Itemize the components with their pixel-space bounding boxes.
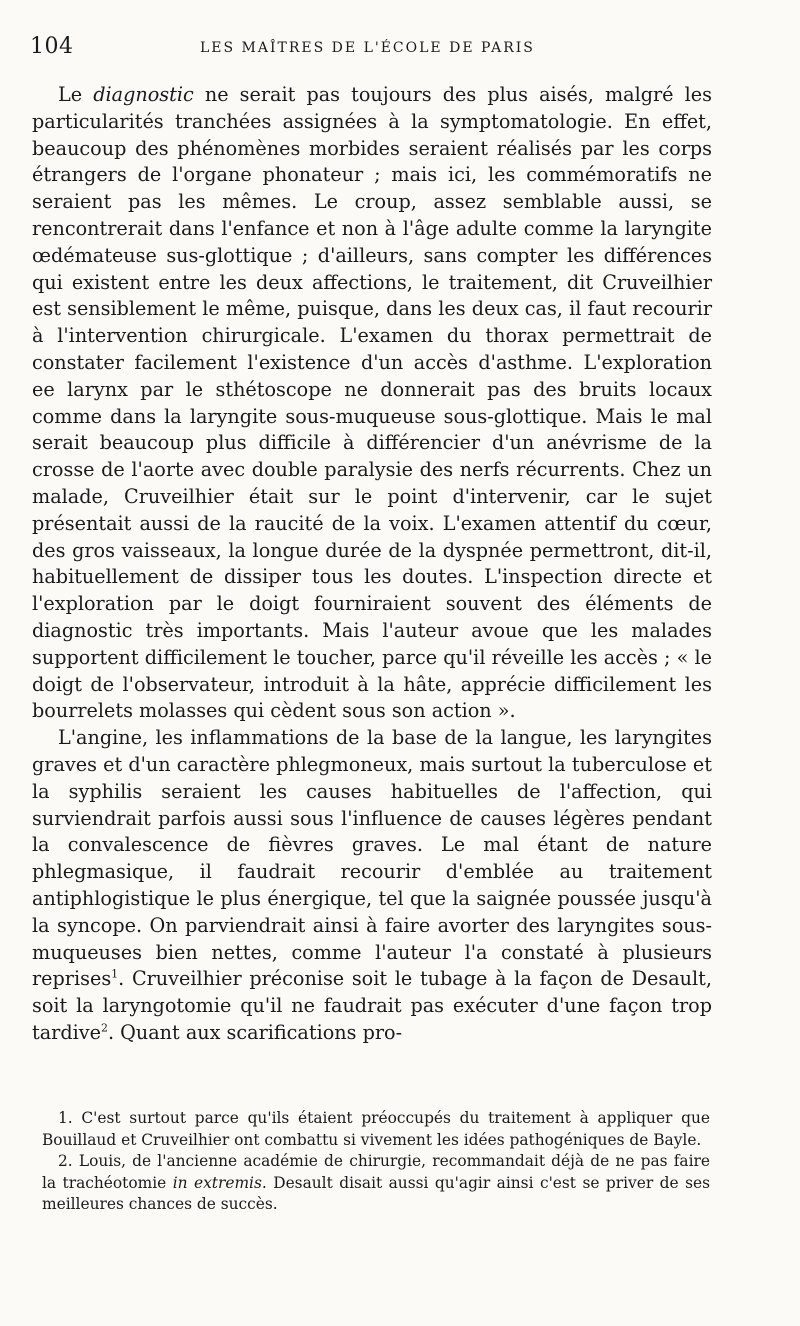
footnotes <box>42 1108 710 1216</box>
footnote-2-lead: 2. Louis, de l'ancienne académie de chirurgie, recommandait déjà de ne pas faire la trachéotomie <box>42 1152 710 1192</box>
paragraph-1-lead: Le <box>58 83 94 106</box>
footnote-2 <box>42 1151 710 1216</box>
running-head <box>30 34 770 64</box>
paragraph-2-text-c: . Quant aux scarifications pro- <box>107 1020 403 1044</box>
footnote-2-italic: in extremis <box>172 1173 262 1192</box>
footnote-ref-1: 1 <box>111 967 119 981</box>
paragraph-2-text-a: L'angine, les inflammations de la base de la langue, les laryngites graves et d'un caractère phlegmoneux, mais surtout la tuberculose et la syphilis seraient les causes habituelles de l'affection, qui surviendrait parfois aussi sous l'influence de causes légères pendant la convalescence de fièvres graves. Le mal étant de nature phlegmasique, il faudrait recourir d'emblée au traitement antiphlogistique le plus énergique, tel que la saignée poussée jusqu'à la syncope. On parviendrait ainsi à faire avorter des laryngites sous-muqueuses bien nettes, comme l'auteur l'a constaté à plusieurs reprises <box>32 726 712 991</box>
paragraph-1-text: ne serait pas toujours des plus aisés, malgré les particularités tranchées assignées à la symptomatologie. En effet, beaucoup des phénomènes morbides seraient réalisés par les corps étrangers de l'organe phonateur ; mais ici, les commémoratifs ne seraient pas les mêmes. Le croup, assez semblable aussi, se rencontrerait dans l'enfance et non à l'âge adulte comme la laryngite œdémateuse sus-glottique ; d'ailleurs, sans compter les différences qui existent entre les deux affections, le traitement, dit Cruveilhier est sensiblement le même, puisque, dans les deux cas, il faut recourir à l'intervention chirurgicale. L'examen du thorax permettrait de constater facilement l'existence d'un accès d'asthme. L'exploration ee larynx par le sthétoscope ne donnerait pas des bruits locaux comme dans la laryngite sous-muqueuse sous-glottique. Mais le mal serait beaucoup plus difficile à différencier d'un anévrisme de la crosse de l'aorte avec double paralysie des nerfs récurrents. Chez un malade, Cruveilhier était sur le point d'intervenir, car le sujet présentait aussi de la raucité de la voix. L'examen attentif du cœur, des gros vaisseaux, la longue durée de la dyspnée permettront, dit-il, habituellement de dissiper tous les doutes. L'inspection directe et l'exploration par le doigt fourniraient souvent des éléments de diagnostic très importants. Mais l'auteur avoue que les malades supportent difficilement le toucher, parce qu'il réveille les accès ; « le doigt de l'observateur, introduit à la hâte, apprécie difficilement les bourrelets molasses qui cèdent sous son action ». <box>32 83 712 723</box>
paragraph-causes-treatment <box>32 725 712 1047</box>
paragraph-2-text-b: . Cruveilhier préconise soit le tubage à la façon de Desault, soit la laryngotomie qu'il ne faudrait pas exécuter d'une façon trop tardive <box>32 967 712 1044</box>
italic-term-diagnostic: diagnostic <box>93 83 194 106</box>
main-text <box>32 82 712 1047</box>
page-number: 104 <box>30 34 74 59</box>
paragraph-diagnostic <box>32 82 712 725</box>
running-title: LES MAÎTRES DE L'ÉCOLE DE PARIS <box>200 40 535 56</box>
footnote-2-text: . Desault disait aussi qu'agir ainsi c'est se priver de ses meilleures chances de succès. <box>42 1173 710 1213</box>
footnote-1: 1. C'est surtout parce qu'ils étaient préoccupés du traitement à appliquer que Bouillaud et Cruveilhier ont combattu si vivement les idées pathogéniques de Bayle. <box>42 1109 710 1149</box>
footnote-ref-2: 2 <box>100 1021 108 1035</box>
